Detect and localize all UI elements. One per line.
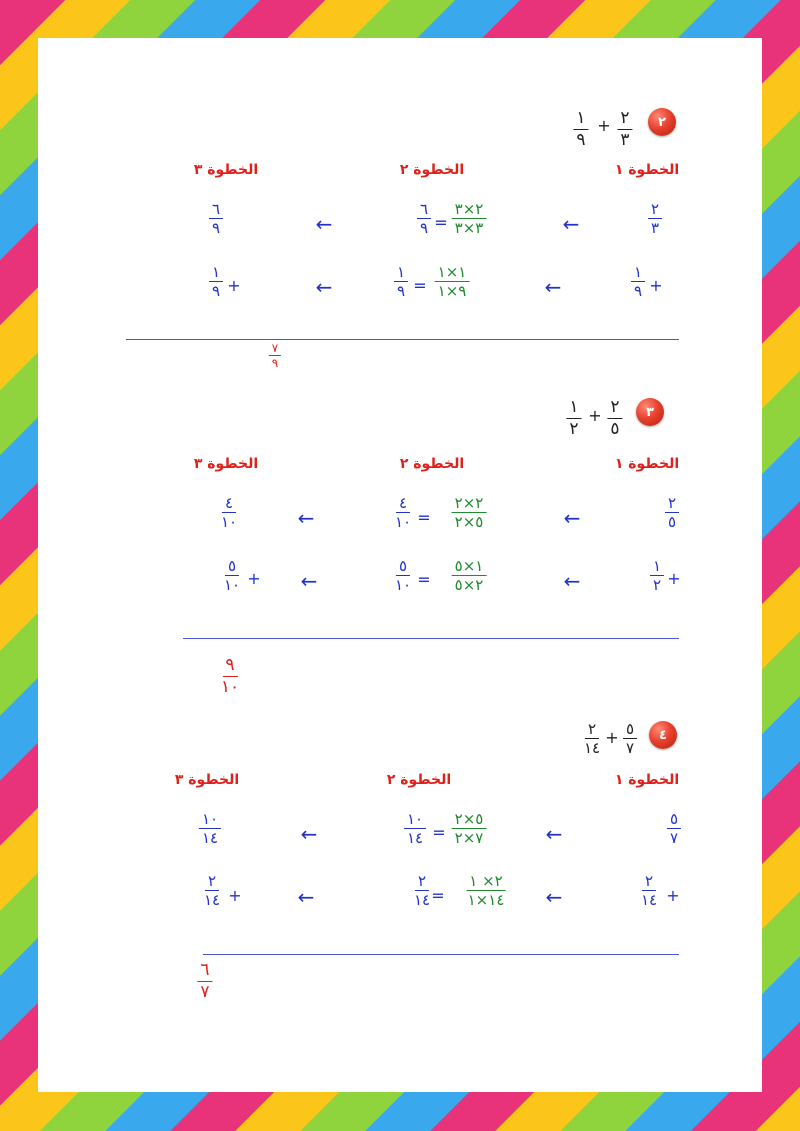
equivalent-fraction: ٢ ١٤ — [413, 872, 431, 909]
step-1-fraction: ٢ ١٤ — [640, 872, 658, 909]
step-3-fraction: ٥ ١٠ — [223, 557, 241, 594]
problem-fraction-b: ٢ ١٤ — [583, 720, 601, 757]
left-arrow-icon: ← — [563, 569, 581, 593]
problem-fraction-b: ١ ٢ — [566, 397, 581, 440]
plus-sign: + — [227, 276, 241, 295]
plus-sign: + — [605, 728, 619, 747]
step-1-label: الخطوة ١ — [614, 772, 680, 788]
plus-sign: + — [588, 406, 602, 425]
left-arrow-icon: ← — [297, 885, 315, 909]
step-3-fraction: ٦ ٩ — [209, 200, 223, 237]
equivalent-fraction: ٤ ١٠ — [394, 494, 412, 531]
plus-sign: + — [228, 886, 242, 905]
step-3-label: الخطوة ٣ — [193, 456, 259, 472]
left-arrow-icon: ← — [300, 569, 318, 593]
step-3-fraction: ٢ ١٤ — [203, 872, 221, 909]
step-3-fraction: ١ ٩ — [209, 263, 223, 300]
problem-fraction-a: ٥ ٧ — [623, 720, 637, 757]
left-arrow-icon: ← — [297, 506, 315, 530]
multiplier-fraction: ٢×٣ ٣×٣ — [452, 200, 487, 237]
step-1-label: الخطوة ١ — [614, 456, 680, 472]
left-arrow-icon: ← — [545, 822, 563, 846]
step-1-fraction: ٢ ٣ — [648, 200, 662, 237]
left-arrow-icon: ← — [300, 822, 318, 846]
plus-sign: + — [666, 886, 680, 905]
problem-fraction-a: ٢ ٥ — [607, 397, 622, 440]
problem-number-badge: ٢ — [648, 108, 676, 136]
multiplier-fraction: ٥×٢ ٧×٢ — [452, 810, 487, 847]
multiplier-fraction: ١×٥ ٢×٥ — [452, 557, 487, 594]
answer-fraction: ٧ ٩ — [269, 341, 281, 370]
step-2-label: الخطوة ٢ — [399, 162, 465, 178]
step-3-fraction: ١٠ ١٤ — [199, 810, 221, 847]
step-1-fraction: ٢ ٥ — [665, 494, 679, 531]
answer-fraction: ٦ ٧ — [197, 960, 212, 1003]
equals-sign: = — [432, 823, 446, 842]
problem-number-badge: ٤ — [649, 721, 677, 749]
step-1-fraction: ٥ ٧ — [667, 810, 681, 847]
left-arrow-icon: ← — [544, 275, 562, 299]
plus-sign: + — [247, 569, 261, 588]
equivalent-fraction: ١ ٩ — [394, 263, 408, 300]
multiplier-fraction: ٢×٢ ٥×٢ — [452, 494, 487, 531]
equivalent-fraction: ٦ ٩ — [417, 200, 431, 237]
problem-number-badge: ٣ — [636, 398, 664, 426]
step-1-label: الخطوة ١ — [614, 162, 680, 178]
equivalent-fraction: ١٠ ١٤ — [404, 810, 426, 847]
sum-line — [203, 954, 679, 955]
left-arrow-icon: ← — [315, 275, 333, 299]
equals-sign: = — [417, 570, 431, 589]
equals-sign: = — [417, 508, 431, 527]
worksheet-page — [38, 38, 762, 1092]
equivalent-fraction: ٥ ١٠ — [394, 557, 412, 594]
step-2-label: الخطوة ٢ — [386, 772, 452, 788]
sum-line — [183, 638, 679, 639]
left-arrow-icon: ← — [563, 506, 581, 530]
step-3-fraction: ٤ ١٠ — [220, 494, 238, 531]
step-1-fraction: ١ ٢ — [650, 557, 664, 594]
plus-sign: + — [667, 569, 681, 588]
step-1-fraction: ١ ٩ — [631, 263, 645, 300]
equals-sign: = — [413, 276, 427, 295]
equals-sign: = — [431, 886, 445, 905]
answer-fraction: ٩ ١٠ — [220, 655, 240, 697]
multiplier-fraction: ١×١ ٩×١ — [435, 263, 470, 300]
multiplier-fraction: ٢× ١ ١٤×١ — [467, 872, 505, 909]
sum-line — [126, 339, 679, 340]
problem-fraction-a: ٢ ٣ — [617, 108, 632, 151]
step-3-label: الخطوة ٣ — [193, 162, 259, 178]
step-3-label: الخطوة ٣ — [174, 772, 240, 788]
left-arrow-icon: ← — [545, 885, 563, 909]
left-arrow-icon: ← — [315, 212, 333, 236]
plus-sign: + — [649, 276, 663, 295]
problem-fraction-b: ١ ٩ — [573, 108, 588, 151]
plus-sign: + — [597, 116, 611, 135]
left-arrow-icon: ← — [562, 212, 580, 236]
step-2-label: الخطوة ٢ — [399, 456, 465, 472]
equals-sign: = — [434, 213, 448, 232]
